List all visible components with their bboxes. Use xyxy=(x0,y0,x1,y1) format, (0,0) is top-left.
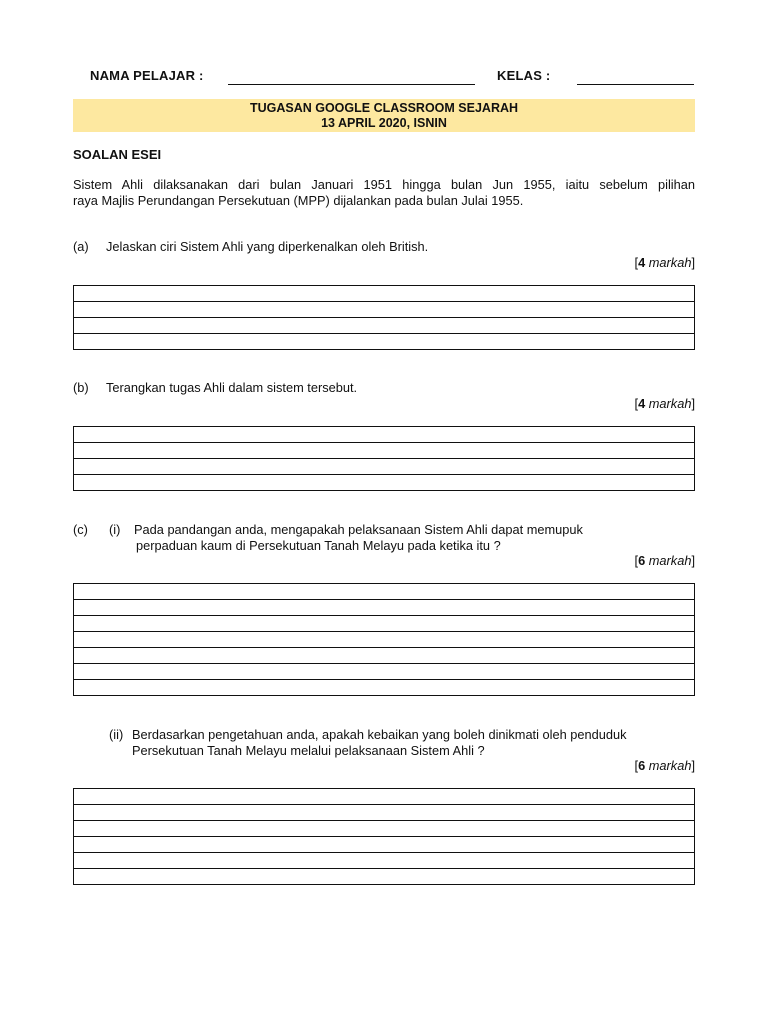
answer-box-c-i[interactable] xyxy=(73,583,695,696)
question-c-ii-marks: [6 markah] xyxy=(634,758,695,773)
question-c-ii-text-line-2: Persekutuan Tanah Melayu melalui pelaksanaan Sistem Ahli ? xyxy=(132,743,485,758)
answer-line[interactable] xyxy=(74,821,694,837)
answer-line[interactable] xyxy=(74,475,694,490)
section-title: SOALAN ESEI xyxy=(73,147,162,162)
answer-line[interactable] xyxy=(74,837,694,853)
answer-line[interactable] xyxy=(74,318,694,334)
question-c-i-text-line-2: perpaduan kaum di Persekutuan Tanah Melayu pada ketika itu ? xyxy=(136,538,501,553)
answer-line[interactable] xyxy=(74,869,694,884)
answer-line[interactable] xyxy=(74,805,694,821)
class-label: KELAS : xyxy=(497,68,551,83)
class-field[interactable] xyxy=(577,84,694,85)
question-c-i-marks: [6 markah] xyxy=(634,553,695,568)
answer-box-b[interactable] xyxy=(73,426,695,491)
question-c-label: (c) xyxy=(73,522,88,537)
answer-box-c-ii[interactable] xyxy=(73,788,695,885)
answer-box-a[interactable] xyxy=(73,285,695,350)
answer-line[interactable] xyxy=(74,680,694,695)
answer-line[interactable] xyxy=(74,286,694,302)
intro-paragraph xyxy=(73,177,695,209)
answer-line[interactable] xyxy=(74,427,694,443)
answer-line[interactable] xyxy=(74,334,694,349)
assignment-banner xyxy=(73,99,695,132)
question-a-marks: [4 markah] xyxy=(634,255,695,270)
banner-date: 13 APRIL 2020, ISNIN xyxy=(321,116,447,130)
question-a-label: (a) xyxy=(73,239,89,254)
question-c-ii-label: (ii) xyxy=(109,727,124,742)
answer-line[interactable] xyxy=(74,302,694,318)
banner-title: TUGASAN GOOGLE CLASSROOM SEJARAH xyxy=(249,101,519,115)
answer-line[interactable] xyxy=(74,648,694,664)
question-c-i-label: (i) xyxy=(109,522,121,537)
answer-line[interactable] xyxy=(74,616,694,632)
question-b-label: (b) xyxy=(73,380,89,395)
answer-line[interactable] xyxy=(74,584,694,600)
question-b-text: Terangkan tugas Ahli dalam sistem tersebut. xyxy=(106,380,358,395)
question-a-text: Jelaskan ciri Sistem Ahli yang diperkenalkan oleh British. xyxy=(106,239,429,254)
answer-line[interactable] xyxy=(74,443,694,459)
question-c-ii-text-line-1: Berdasarkan pengetahuan anda, apakah kebaikan yang boleh dinikmati oleh penduduk xyxy=(132,727,627,742)
answer-line[interactable] xyxy=(74,600,694,616)
student-name-field[interactable] xyxy=(228,84,475,85)
answer-line[interactable] xyxy=(74,789,694,805)
answer-line[interactable] xyxy=(74,459,694,475)
question-b-marks: [4 markah] xyxy=(634,396,695,411)
answer-line[interactable] xyxy=(74,853,694,869)
intro-line-2: raya Majlis Perundangan Persekutuan (MPP) dijalankan pada bulan Julai 1955. xyxy=(73,193,524,208)
student-name-label: NAMA PELAJAR : xyxy=(90,68,204,83)
intro-line-1: Sistem Ahli dilaksanakan dari bulan Januari 1951 hingga bulan Jun 1955, iaitu sebelum pilihan xyxy=(73,177,695,192)
answer-line[interactable] xyxy=(74,664,694,680)
answer-line[interactable] xyxy=(74,632,694,648)
question-c-i-text-line-1: Pada pandangan anda, mengapakah pelaksanaan Sistem Ahli dapat memupuk xyxy=(134,522,583,537)
